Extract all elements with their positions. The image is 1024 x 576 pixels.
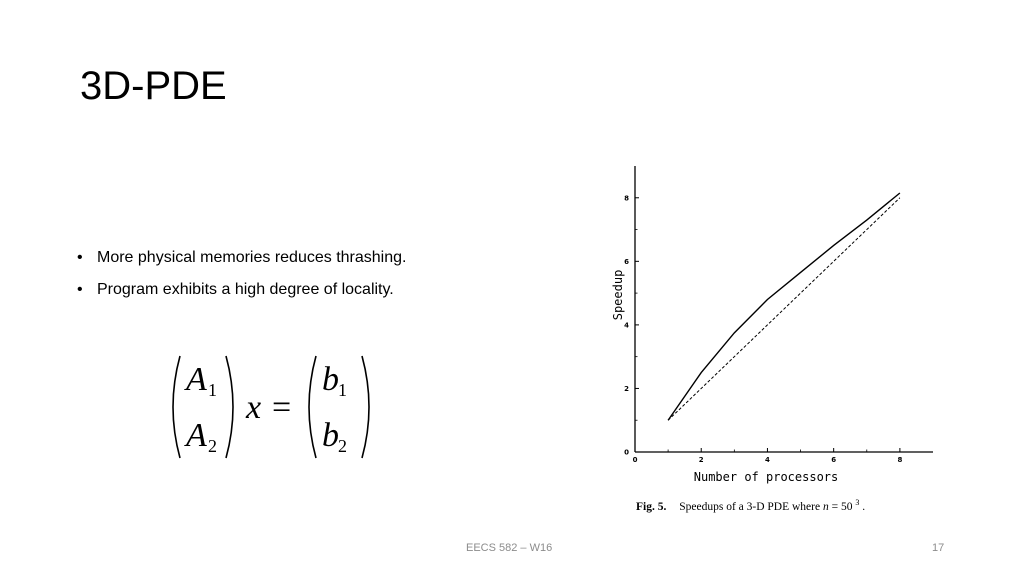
y-tick-label: 0: [624, 448, 629, 457]
measured-speedup-line: [668, 193, 900, 420]
x-tick-label: 0: [632, 456, 638, 464]
x-tick-label: 2: [698, 456, 704, 464]
bullet-marker: •: [77, 249, 83, 266]
right-paren-lhs: [226, 356, 233, 458]
subscript-1: 1: [338, 380, 347, 400]
left-paren-lhs: [173, 356, 180, 458]
y-tick-label: 8: [624, 194, 629, 203]
ideal-speedup-line: [668, 198, 900, 420]
caption-var: n: [822, 501, 829, 513]
bullet-text: More physical memories reduces thrashing.: [97, 249, 407, 266]
right-paren-rhs: [362, 356, 369, 458]
left-paren-rhs: [309, 356, 316, 458]
y-tick-label: 2: [624, 384, 629, 393]
subscript-1: 1: [208, 380, 217, 400]
bullet-marker: •: [77, 281, 83, 298]
chart-series: [668, 193, 900, 420]
caption-prefix: Fig. 5.: [636, 501, 667, 513]
bullet-item: [76, 280, 406, 300]
x-tick-label: 6: [831, 456, 837, 464]
variable-x: x: [246, 389, 262, 426]
subscript-2: 2: [208, 436, 217, 456]
matrix-entry-b2: b: [322, 417, 339, 454]
matrix-entry-a1: A: [186, 361, 207, 398]
x-axis-label: Number of processors: [693, 470, 839, 484]
y-tick-label: 4: [624, 321, 629, 330]
bullet-list: [76, 248, 406, 312]
bullet-text: Program exhibits a high degree of locality.: [97, 281, 394, 298]
x-tick-label: 4: [765, 456, 770, 464]
matrix-entry-a2: A: [186, 417, 207, 454]
equals-sign: =: [272, 389, 292, 426]
y-axis-label: Speedup: [611, 269, 625, 321]
matrix-entry-b1: b: [322, 361, 339, 398]
caption-eq: = 50: [831, 501, 853, 513]
footer-page-number: 17: [932, 542, 945, 554]
slide-title: 3D-PDE: [80, 64, 227, 108]
caption-suffix: .: [862, 501, 866, 513]
x-tick-label: 8: [897, 456, 903, 464]
caption-exp: 3: [855, 498, 860, 507]
caption-text: Speedups of a 3-D PDE where: [679, 501, 823, 513]
bullet-item: [76, 248, 406, 268]
matrix-equation: [164, 352, 376, 462]
subscript-2: 2: [338, 436, 347, 456]
figure-caption: [636, 496, 865, 513]
speedup-chart: [596, 158, 944, 520]
footer-course: EECS 582 – W16: [466, 542, 553, 554]
y-tick-label: 6: [624, 257, 629, 266]
